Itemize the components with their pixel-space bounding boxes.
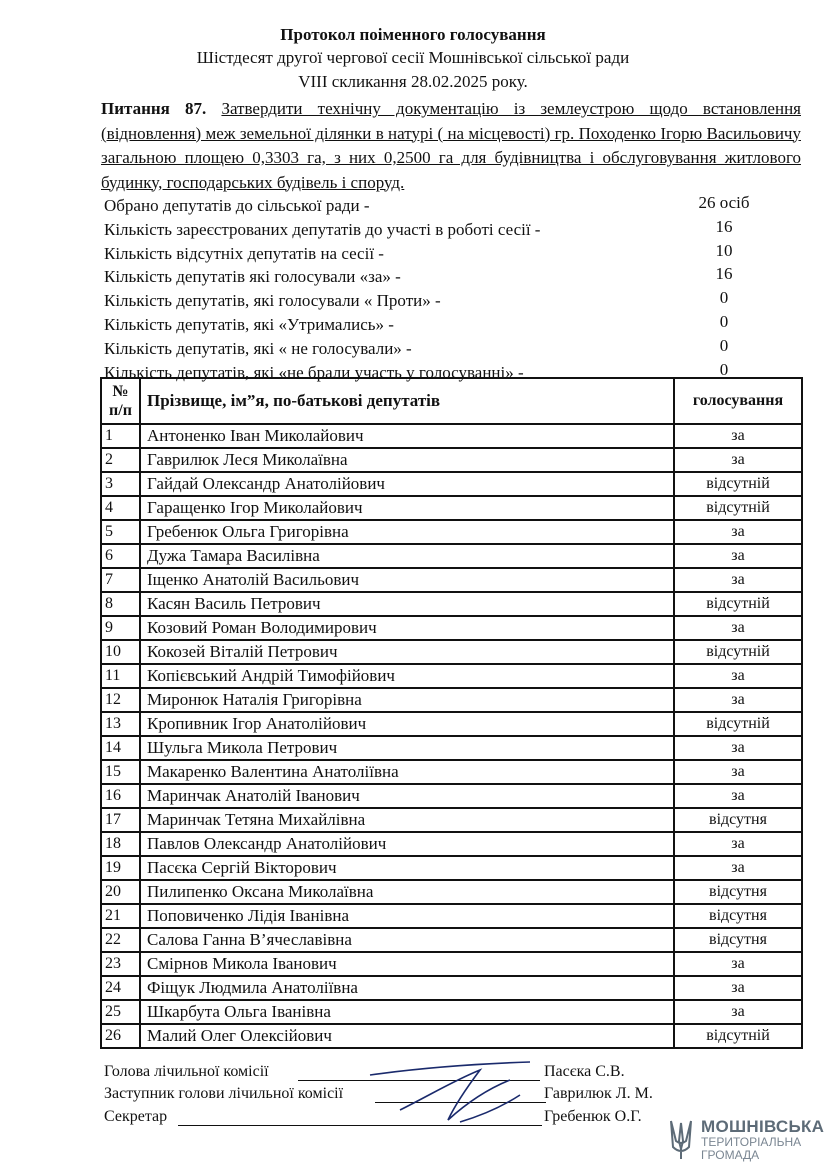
table-row <box>101 832 802 856</box>
row-number: 15 <box>101 760 140 784</box>
table-row <box>101 952 802 976</box>
row-number: 26 <box>101 1024 140 1048</box>
vote-result: відсутня <box>674 880 802 904</box>
stat-label: Кількість депутатів, які « не голосували» - <box>104 338 412 358</box>
table-header-row <box>101 378 802 424</box>
deputy-name: Шкарбута Ольга Іванівна <box>140 1000 674 1024</box>
vote-result: за <box>674 664 802 688</box>
row-number: 13 <box>101 712 140 736</box>
table-row <box>101 616 802 640</box>
vote-result: за <box>674 976 802 1000</box>
logo-line-2 <box>701 1136 801 1162</box>
table-row <box>101 664 802 688</box>
stat-label: Кількість депутатів які голосували «за» - <box>104 267 401 287</box>
row-number: 4 <box>101 496 140 520</box>
deputy-name: Шульга Микола Петрович <box>140 736 674 760</box>
row-number: 23 <box>101 952 140 976</box>
row-number: 24 <box>101 976 140 1000</box>
row-number: 1 <box>101 424 140 448</box>
vote-result: відсутня <box>674 808 802 832</box>
row-number: 21 <box>101 904 140 928</box>
vote-result: відсутня <box>674 928 802 952</box>
deputy-name: Копієвський Андрій Тимофійович <box>140 664 674 688</box>
vote-result: за <box>674 568 802 592</box>
row-number: 17 <box>101 808 140 832</box>
vote-result: за <box>674 1000 802 1024</box>
vote-result: за <box>674 424 802 448</box>
table-row <box>101 472 802 496</box>
row-number: 8 <box>101 592 140 616</box>
deputy-name: Маринчак Тетяна Михайлівна <box>140 808 674 832</box>
table-row <box>101 424 802 448</box>
deputy-name: Антоненко Іван Миколайович <box>140 424 674 448</box>
stat-label: Кількість відсутніх депутатів на сесії - <box>104 243 384 263</box>
deputy-name: Поповиченко Лідія Іванівна <box>140 904 674 928</box>
document-title: Протокол поіменного голосування <box>280 25 546 44</box>
question-label: Питання 87. <box>101 99 207 118</box>
deputy-name: Гаврилюк Леся Миколаївна <box>140 448 674 472</box>
vote-result: відсутня <box>674 904 802 928</box>
row-number: 25 <box>101 1000 140 1024</box>
signature-name: Гребенюк О.Г. <box>544 1108 642 1125</box>
question-text: Затвердити технічну документацію із землеустрою щодо встановлення (відновлення) меж земельної ділянки в натурі ( на місцевості) гр. Походенко Ігорю Васильовичу загальною площею 0,3303 га, з них 0,2500 га для будівництва і обслуговування житлового будинку, господарських будівель і споруд. <box>101 99 801 192</box>
vote-result: за <box>674 784 802 808</box>
row-number: 6 <box>101 544 140 568</box>
stat-line <box>104 193 750 217</box>
vote-result: відсутній <box>674 640 802 664</box>
stat-line <box>104 288 729 312</box>
signature-role: Заступник голови лічильної комісії <box>104 1085 344 1102</box>
deputy-name: Миронюк Наталія Григорівна <box>140 688 674 712</box>
row-number: 10 <box>101 640 140 664</box>
vote-result: за <box>674 544 802 568</box>
deputy-name: Пилипенко Оксана Миколаївна <box>140 880 674 904</box>
logo-line-1: МОШНІВСЬКА <box>701 1117 825 1136</box>
convocation-line: VIII скликання 28.02.2025 року. <box>298 72 528 91</box>
table-row <box>101 760 802 784</box>
row-number: 7 <box>101 568 140 592</box>
deputy-name: Макаренко Валентина Анатоліївна <box>140 760 674 784</box>
table-row <box>101 976 802 1000</box>
signature-role: Голова лічильної комісії <box>104 1063 269 1080</box>
deputy-name: Гайдай Олександр Анатолійович <box>140 472 674 496</box>
stat-value: 26 осіб <box>698 193 750 212</box>
vote-result: відсутній <box>674 496 802 520</box>
community-logo <box>668 1117 825 1163</box>
vote-result: відсутній <box>674 592 802 616</box>
table-row <box>101 448 802 472</box>
question-block <box>101 97 801 195</box>
stat-label: Кількість депутатів, які голосували « Проти» - <box>104 291 441 311</box>
logo-line-2-text: ТЕРИТОРІАЛЬНА <box>701 1135 802 1149</box>
table-row <box>101 688 802 712</box>
vote-result: за <box>674 688 802 712</box>
stat-line <box>104 335 729 360</box>
table-row <box>101 640 802 664</box>
vote-result: за <box>674 616 802 640</box>
deputy-name: Кропивник Ігор Анатолійович <box>140 712 674 736</box>
row-number: 11 <box>101 664 140 688</box>
row-number: 16 <box>101 784 140 808</box>
table-row <box>101 496 802 520</box>
deputy-name: Пасєка Сергій Вікторович <box>140 856 674 880</box>
deputy-name: Фіщук Людмила Анатоліївна <box>140 976 674 1000</box>
row-number: 3 <box>101 472 140 496</box>
row-number: 19 <box>101 856 140 880</box>
trident-icon <box>668 1119 694 1161</box>
vote-result: відсутній <box>674 1024 802 1048</box>
vote-result: за <box>674 448 802 472</box>
table-row <box>101 904 802 928</box>
stat-line <box>104 240 733 265</box>
row-number: 22 <box>101 928 140 952</box>
deputy-name: Козовий Роман Володимирович <box>140 616 674 640</box>
deputy-name: Маринчак Анатолій Іванович <box>140 784 674 808</box>
table-row <box>101 736 802 760</box>
header-vote: голосування <box>674 378 802 424</box>
table-row <box>101 784 802 808</box>
row-number: 5 <box>101 520 140 544</box>
vote-result: відсутній <box>674 472 802 496</box>
stat-label: Кількість депутатів, які «Утримались» - <box>104 315 394 334</box>
deputy-name: Малий Олег Олексійович <box>140 1024 674 1048</box>
row-number: 2 <box>101 448 140 472</box>
stat-line <box>104 216 733 241</box>
vote-result: за <box>674 760 802 784</box>
vote-result: за <box>674 520 802 544</box>
deputy-name: Іщенко Анатолій Васильович <box>140 568 674 592</box>
table-row <box>101 928 802 952</box>
stat-label: Обрано депутатів до сільської ради - <box>104 196 370 215</box>
stat-value: 0 <box>719 312 729 331</box>
table-row <box>101 808 802 832</box>
header-name: Прізвище, ім”я, по-батькові депутатів <box>140 378 674 424</box>
deputy-name: Гребенюк Ольга Григорівна <box>140 520 674 544</box>
signature-role: Секретар <box>104 1108 168 1125</box>
stat-value: 10 <box>715 240 733 260</box>
row-number: 18 <box>101 832 140 856</box>
vote-table <box>100 377 803 1049</box>
table-row <box>101 520 802 544</box>
deputy-name: Гаращенко Ігор Миколайович <box>140 496 674 520</box>
deputy-name: Кокозей Віталій Петрович <box>140 640 674 664</box>
table-row <box>101 880 802 904</box>
stat-label: Кількість депутатів, які «не брали участь у голосуванні» - <box>104 362 524 382</box>
row-number: 20 <box>101 880 140 904</box>
signature-name: Пасєка С.В. <box>544 1063 625 1080</box>
table-row <box>101 712 802 736</box>
session-subtitle: Шістдесят другої чергової сесії Мошнівської сільської ради <box>196 48 630 67</box>
vote-result: за <box>674 832 802 856</box>
stat-line <box>104 312 729 336</box>
stat-line <box>104 264 733 288</box>
row-number: 9 <box>101 616 140 640</box>
deputy-name: Смірнов Микола Іванович <box>140 952 674 976</box>
table-row <box>101 568 802 592</box>
stat-value: 0 <box>719 335 729 355</box>
vote-result: за <box>674 952 802 976</box>
row-number: 14 <box>101 736 140 760</box>
logo-line-3-text: ГРОМАДА <box>701 1148 760 1162</box>
table-row <box>101 856 802 880</box>
deputy-name: Павлов Олександр Анатолійович <box>140 832 674 856</box>
stat-value: 16 <box>715 216 733 236</box>
stat-value: 0 <box>719 288 729 308</box>
vote-result: за <box>674 856 802 880</box>
deputy-name: Салова Ганна В’ячеславівна <box>140 928 674 952</box>
vote-result: за <box>674 736 802 760</box>
deputy-name: Касян Василь Петрович <box>140 592 674 616</box>
stat-value: 0 <box>719 359 729 379</box>
table-row <box>101 1024 802 1048</box>
stat-label: Кількість зареєстрованих депутатів до участі в роботі сесії - <box>104 219 541 239</box>
stat-value: 16 <box>715 264 733 284</box>
handwritten-signature <box>360 1050 580 1130</box>
table-row <box>101 592 802 616</box>
vote-result: відсутній <box>674 712 802 736</box>
table-row <box>101 1000 802 1024</box>
signature-name: Гаврилюк Л. М. <box>544 1085 653 1102</box>
table-row <box>101 544 802 568</box>
row-number: 12 <box>101 688 140 712</box>
deputy-name: Дужа Тамара Василівна <box>140 544 674 568</box>
header-num: № п/п <box>101 378 140 424</box>
